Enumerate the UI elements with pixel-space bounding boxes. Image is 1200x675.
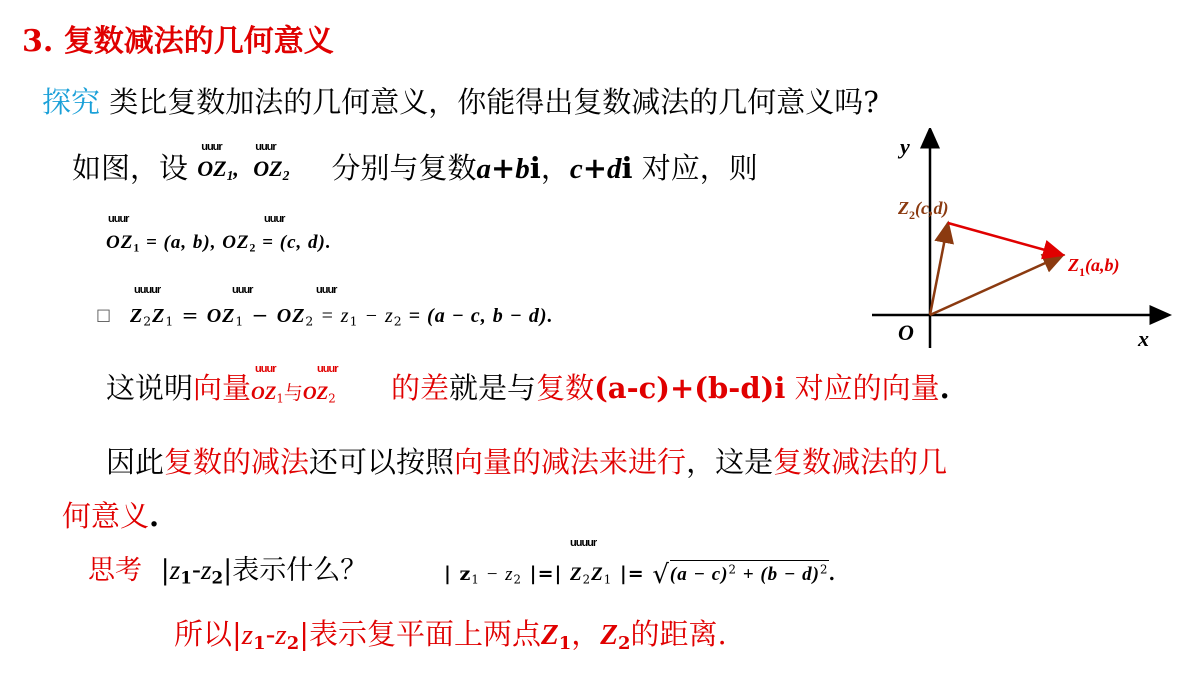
eq2-arrow-3: uuur xyxy=(316,284,337,296)
vector-oz2: $OZ_2$ xyxy=(253,156,290,183)
think-tag: 思考 xyxy=(88,555,142,586)
vector-z2z1-arrow xyxy=(948,223,1063,255)
distance-formula: uuuur | $z_1 - z_2$ |=| $Z_2Z_1$ |= $√(a - c)^2 + (b - d)^2$. xyxy=(444,537,837,590)
explore-text: 类比复数加法的几何意义，你能得出复数减法的几何意义吗? xyxy=(109,85,879,119)
radicand: $(a - c)^2 + (b - d)^2$ xyxy=(670,560,829,585)
line-difference-meaning: 这说明向量 uuur uuur $OZ_1$与$OZ_2$ 的差就是与复数(a-c)+(b-d)i 对应的向量. xyxy=(106,363,950,406)
z2-label: $Z_2(c,d)$ xyxy=(898,198,949,222)
eq2-arrow-1: uuuur xyxy=(134,284,161,296)
vector-pair-red: uuur uuur $OZ_1$与$OZ_2$ xyxy=(251,363,338,406)
origin-label: O xyxy=(898,320,914,345)
formula-arrow: uuuur xyxy=(570,537,597,549)
eq1-oz2: OZ xyxy=(222,232,250,253)
eq2-arrow-2: uuur xyxy=(232,284,253,296)
page-title: 3. 复数减法的几何意义 xyxy=(22,24,334,59)
y-axis-label: y xyxy=(900,134,910,159)
vector-diagram xyxy=(860,128,1180,358)
expression-a-c-b-d: (a-c)+(b-d)i xyxy=(594,371,786,405)
line1-mid: 分别与复数 xyxy=(331,151,477,185)
eq1-arrow-1: uuur xyxy=(108,213,129,225)
eq1-part2: = (c, d). xyxy=(256,232,332,253)
paragraph-line-2: 何意义. xyxy=(62,499,160,533)
vector-oz1: $OZ_1$, xyxy=(197,156,239,183)
missing-glyph-box: □ xyxy=(96,305,112,324)
conclusion-line: 所以$|z_1-z_2|$表示复平面上两点$Z_1$，$Z_2$的距离. xyxy=(174,617,727,655)
explore-tag: 探究 xyxy=(42,85,101,119)
vector-oz1-arrow xyxy=(930,255,1063,315)
line1-pre: 如图，设 xyxy=(72,151,189,185)
x-axis-label: x xyxy=(1138,326,1149,351)
vector-arrow-1: uuur xyxy=(201,141,222,153)
paragraph-line-1: 因此复数的减法还可以按照向量的减法来进行，这是复数减法的几 xyxy=(106,445,948,479)
line-vector-definition: 如图，设 uuur uuur $OZ_1$, $OZ_2$ 分别与复数a+bi，c+di 对应，则 xyxy=(72,141,758,185)
z1-label: $Z_1(a,b)$ xyxy=(1068,255,1120,279)
think-question: 思考 $|z_1-z_2|$表示什么？ xyxy=(88,555,368,588)
vector-oz2-arrow xyxy=(930,223,948,315)
vector-pair xyxy=(197,141,322,183)
vector-arrow-2: uuur xyxy=(255,141,276,153)
line1-post: 对应，则 xyxy=(632,151,758,185)
eq1-part1: = (a, b), xyxy=(140,232,223,253)
explore-line xyxy=(42,80,879,121)
eq1-arrow-2: uuur xyxy=(264,213,285,225)
eq1-oz1: OZ xyxy=(106,232,134,253)
